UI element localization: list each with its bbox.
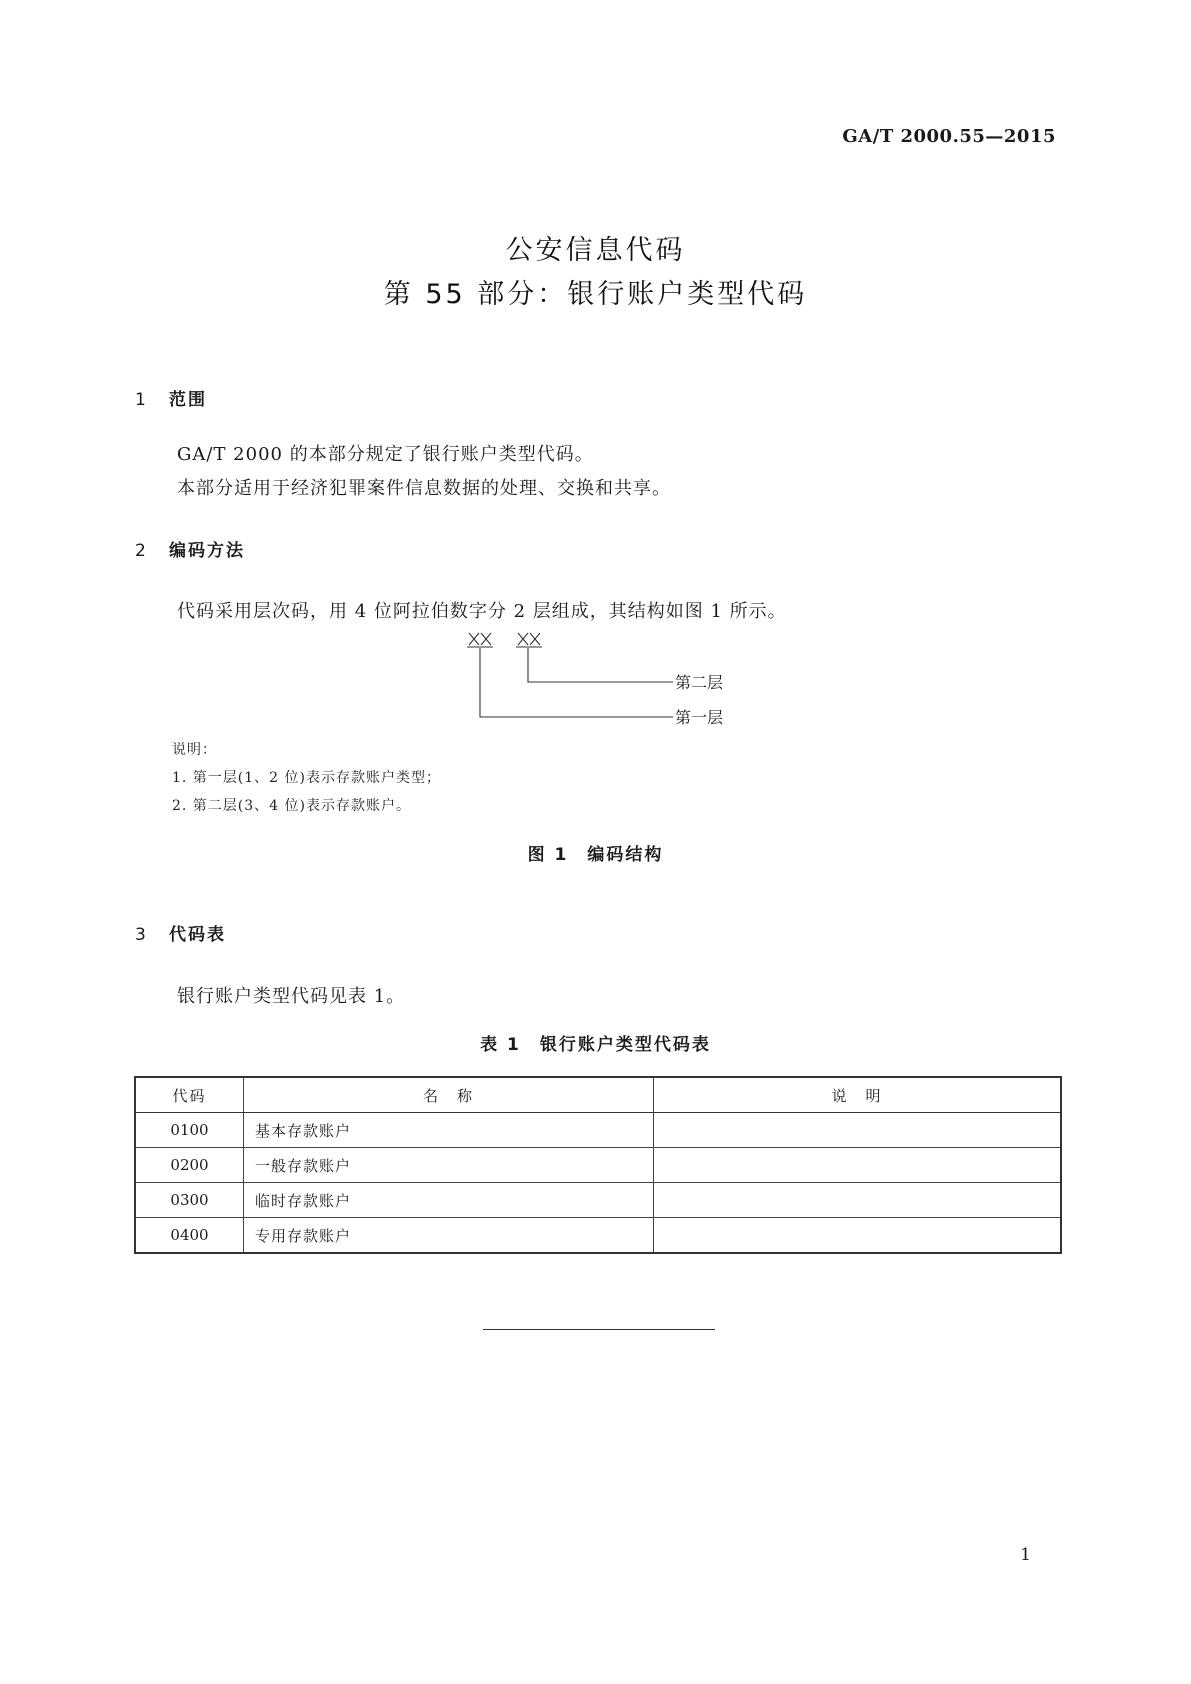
- layer2-connector: [528, 648, 673, 682]
- table-row: [135, 1183, 1061, 1218]
- section-3-heading: [135, 920, 226, 945]
- table-caption: 表 1 银行账户类型代码表: [480, 1035, 711, 1055]
- table-row: [135, 1148, 1061, 1183]
- section-title: 范围: [169, 390, 207, 410]
- table-header-row: [135, 1077, 1061, 1113]
- column-header-name: 名 称: [244, 1077, 654, 1113]
- notes-title: 说明：: [172, 742, 217, 758]
- description-cell: [654, 1113, 1062, 1148]
- code-cell: 0300: [135, 1183, 244, 1218]
- description-cell: [654, 1148, 1062, 1183]
- description-cell: [654, 1183, 1062, 1218]
- code-cell: 0400: [135, 1218, 244, 1254]
- note-2: 2. 第二层(3、4 位)表示存款账户。: [172, 798, 411, 814]
- column-header-description: 说 明: [654, 1077, 1062, 1113]
- section-3-paragraph-1: 银行账户类型代码见表 1。: [177, 986, 406, 1007]
- section-number: 2: [135, 541, 148, 561]
- section-1-paragraph-1: GA/T 2000 的本部分规定了银行账户类型代码。: [177, 444, 594, 465]
- section-number: 1: [135, 390, 148, 410]
- section-number: 3: [135, 925, 148, 945]
- code-cell: 0200: [135, 1148, 244, 1183]
- code-table: [134, 1076, 1062, 1254]
- column-header-code: 代码: [135, 1077, 244, 1113]
- end-of-document-rule: [483, 1329, 715, 1330]
- description-cell: [654, 1218, 1062, 1254]
- section-title: 代码表: [169, 925, 226, 945]
- section-title: 编码方法: [169, 541, 245, 561]
- layer2-label: 第二层: [675, 673, 724, 692]
- name-cell: 临时存款账户: [244, 1183, 654, 1218]
- document-subtitle: 第 55 部分：银行账户类型代码: [383, 279, 808, 310]
- standard-code: GA/T 2000.55—2015: [842, 126, 1056, 147]
- table-row: [135, 1113, 1061, 1148]
- section-1-paragraph-2: 本部分适用于经济犯罪案件信息数据的处理、交换和共享。: [177, 478, 671, 499]
- figure-caption: 图 1 编码结构: [527, 845, 664, 865]
- name-cell: 基本存款账户: [244, 1113, 654, 1148]
- page-number: 1: [1020, 1545, 1031, 1565]
- section-2-paragraph-1: 代码采用层次码，用 4 位阿拉伯数字分 2 层组成，其结构如图 1 所示。: [177, 601, 787, 622]
- document-title: 公安信息代码: [505, 235, 686, 266]
- note-1: 1. 第一层(1、2 位)表示存款账户类型；: [172, 770, 441, 786]
- name-cell: 一般存款账户: [244, 1148, 654, 1183]
- code-cell: 0100: [135, 1113, 244, 1148]
- code-structure-diagram: [0, 0, 1191, 760]
- name-cell: 专用存款账户: [244, 1218, 654, 1254]
- table-row: [135, 1218, 1061, 1254]
- layer1-label: 第一层: [675, 708, 724, 727]
